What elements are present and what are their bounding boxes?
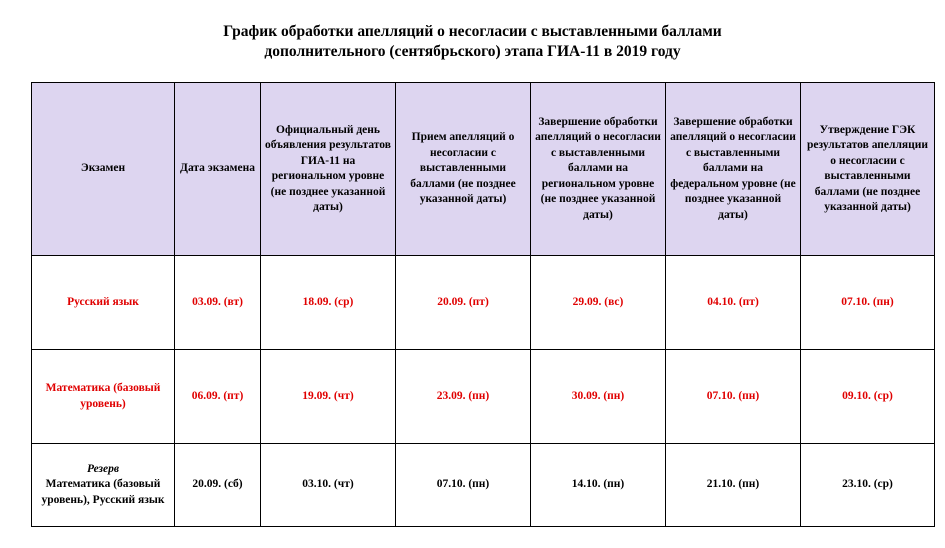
appeals-schedule-table — [31, 82, 935, 527]
title-line-1: График обработки апелляций о несогласии с выставленными баллами — [223, 23, 722, 40]
header-exam: Экзамен — [32, 83, 175, 256]
header-regional-completion: Завершение обработки апелляций о несогласии с выставленными баллами на региональном уровне (не позднее указанной даты) — [531, 83, 666, 256]
exam-name: Русский язык — [32, 256, 175, 350]
exam-date: 20.09. (сб) — [175, 444, 261, 527]
header-gek-approval: Утверждение ГЭК результатов апелляции о несогласии с выставленными баллами (не позднее указанной даты) — [801, 83, 935, 256]
gek-approval: 09.10. (ср) — [801, 350, 935, 444]
header-appeals-accept: Прием апелляций о несогласии с выставленными баллами (не позднее указанной даты) — [396, 83, 531, 256]
federal-completion: 04.10. (пт) — [666, 256, 801, 350]
results-day: 18.09. (ср) — [261, 256, 396, 350]
appeals-accept: 23.09. (пн) — [396, 350, 531, 444]
exam-date: 03.09. (вт) — [175, 256, 261, 350]
regional-completion: 30.09. (пн) — [531, 350, 666, 444]
exam-date: 06.09. (пт) — [175, 350, 261, 444]
reserve-subjects: Математика (базовый уровень), Русский язык — [41, 478, 165, 506]
table-row-russian — [32, 256, 935, 350]
table-header-row — [32, 83, 935, 256]
document-title — [0, 22, 945, 62]
exam-name-reserve — [32, 444, 175, 527]
federal-completion: 07.10. (пн) — [666, 350, 801, 444]
exam-name: Математика (базовый уровень) — [32, 350, 175, 444]
appeals-accept: 20.09. (пт) — [396, 256, 531, 350]
table-row-math-basic — [32, 350, 935, 444]
results-day: 19.09. (чт) — [261, 350, 396, 444]
appeals-accept: 07.10. (пн) — [396, 444, 531, 527]
gek-approval: 23.10. (ср) — [801, 444, 935, 527]
reserve-label: Резерв — [86, 462, 120, 475]
table-row-reserve — [32, 444, 935, 527]
header-results-day: Официальный день объявления результатов ГИА-11 на региональном уровне (не позднее указанной даты) — [261, 83, 396, 256]
regional-completion: 14.10. (пн) — [531, 444, 666, 527]
results-day: 03.10. (чт) — [261, 444, 396, 527]
gek-approval: 07.10. (пн) — [801, 256, 935, 350]
header-exam-date: Дата экзамена — [175, 83, 261, 256]
federal-completion: 21.10. (пн) — [666, 444, 801, 527]
header-federal-completion: Завершение обработки апелляций о несогласии с выставленными баллами на федеральном уровне (не позднее указанной даты) — [666, 83, 801, 256]
regional-completion: 29.09. (вс) — [531, 256, 666, 350]
title-line-2: дополнительного (сентябрьского) этапа ГИА-11 в 2019 году — [264, 43, 681, 60]
